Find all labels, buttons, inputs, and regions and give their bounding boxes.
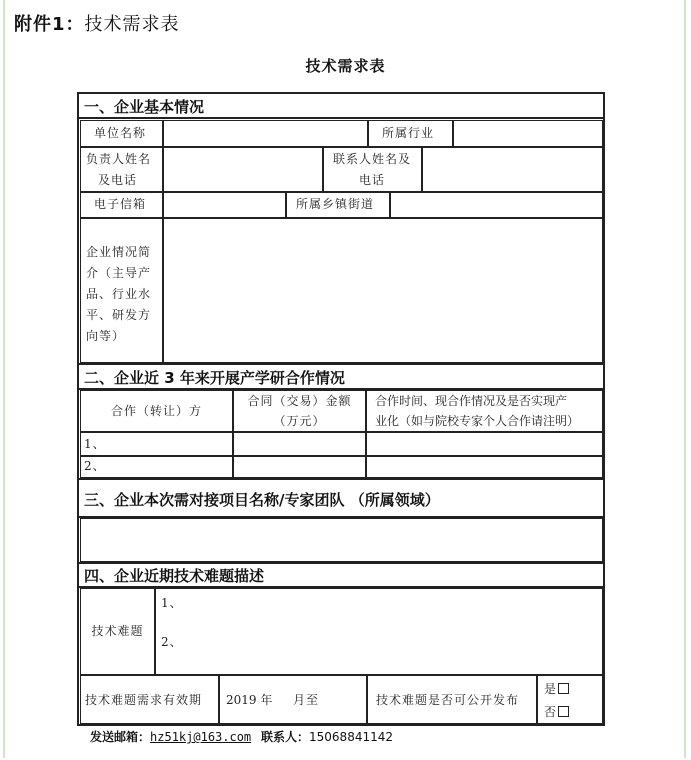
unit-name-label: 单位名称 [94,126,147,140]
coop-row1-amount[interactable] [233,432,366,456]
footer [90,728,393,745]
industry-label: 所属行业 [382,126,435,140]
col3-header-line2: 业化（如与院校专家个人合作请注明） [375,414,580,428]
section1-title: 一、企业基本情况 [84,98,205,116]
public-yes-option[interactable] [544,679,569,700]
footer-email-link[interactable]: hz51kj@163.com [150,730,252,744]
col2-header-line2: （万元） [273,414,326,428]
validity-month-to: 月至 [293,693,320,707]
footer-contact-label: 联系人： [261,730,310,744]
industry-input[interactable] [453,120,603,147]
coop-row2-amount[interactable] [233,456,366,478]
coop-row1-status[interactable] [366,432,603,456]
difficulty-label: 技术难题 [91,624,144,638]
difficulty-input[interactable] [155,588,603,675]
township-input[interactable] [390,192,603,218]
public-yes-label: 是 [544,682,558,696]
col2-header-line1: 合同（交易）金额 [247,394,352,408]
public-no-label: 否 [544,705,558,719]
public-no-checkbox[interactable] [558,706,569,717]
intro-line-4: 平、研发方 [86,308,152,322]
intro-line-3: 品、行业水 [86,287,152,301]
intro-line-5: 向等） [86,329,126,343]
person-label-line2: 及电话 [98,173,138,187]
footer-phone: 15068841142 [309,730,393,744]
coop-row1-number: 1、 [84,437,106,451]
intro-line-1: 企业情况简 [86,245,152,259]
document-title: 技术需求表 [305,57,386,75]
person-input[interactable] [163,147,323,192]
col1-header: 合作（转让）方 [110,404,202,418]
attachment-prefix: 附件1： [14,14,85,35]
difficulty-item-2: 2、 [161,635,183,649]
section2-title: 二、企业近 3 年来开展产学研合作情况 [84,369,345,387]
liaison-input[interactable] [422,147,603,192]
email-input[interactable] [163,192,286,218]
intro-line-2: 介（主导产 [86,266,152,280]
attachment-title: 技术需求表 [84,14,180,35]
township-label: 所属乡镇街道 [296,197,375,211]
coop-row2-status[interactable] [366,456,603,478]
person-label-line1: 负责人姓名 [86,152,152,166]
validity-year: 2019 年 [226,693,273,707]
public-no-option[interactable] [544,702,569,723]
project-name-input[interactable] [80,518,603,562]
intro-input[interactable] [163,218,603,363]
footer-email-label: 发送邮箱： [90,730,151,744]
public-yes-checkbox[interactable] [558,683,569,694]
section4-title: 四、企业近期技术难题描述 [84,567,265,585]
email-label: 电子信箱 [94,197,147,211]
coop-row2-number: 2、 [84,459,106,473]
attachment-heading [14,10,180,36]
liaison-label-line1: 联系人姓名及 [333,152,412,166]
unit-name-input[interactable] [163,120,368,147]
validity-label: 技术难题需求有效期 [85,693,203,707]
difficulty-item-1: 1、 [161,596,183,610]
section3-title: 三、企业本次需对接项目名称/专家团队 （所属领域） [84,491,440,509]
liaison-label-line2: 电话 [359,173,386,187]
public-label: 技术难题是否可公开发布 [376,693,520,707]
col3-header-line1: 合作时间、现合作情况及是否实现产 [375,394,568,408]
